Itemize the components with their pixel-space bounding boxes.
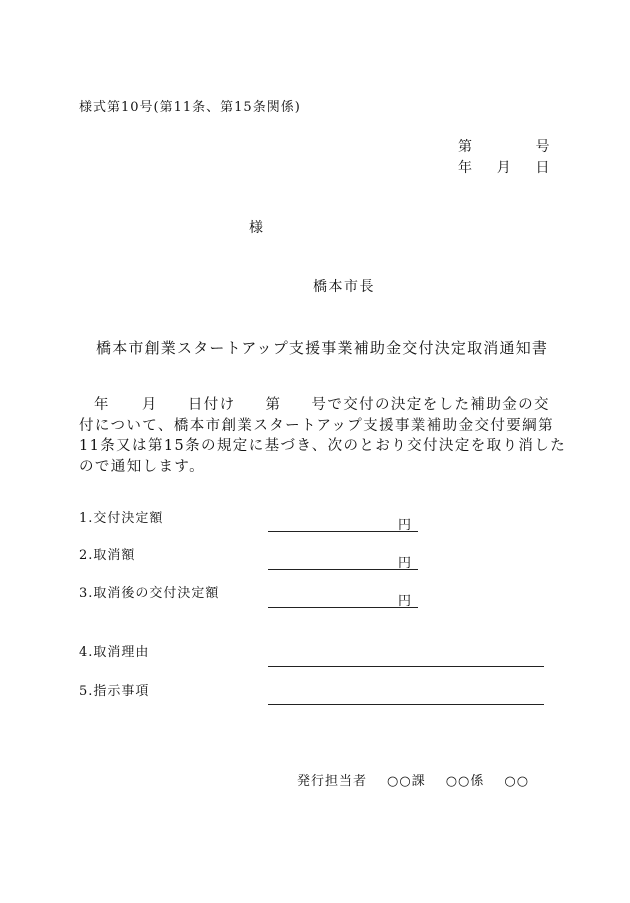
date-year: 年	[458, 160, 474, 176]
document-date	[458, 157, 551, 177]
body-line-4: ので通知します。	[79, 458, 206, 475]
body-line-1	[79, 395, 549, 416]
form-number: 様式第10号(第11条、第15条関係)	[79, 100, 301, 115]
item-cancel-reason-label: 4.取消理由	[79, 645, 150, 660]
body-year: 年	[94, 397, 110, 413]
document-title: 橋本市創業スタートアップ支援事業補助金交付決定取消通知書	[96, 339, 549, 357]
body-no: 第	[265, 397, 282, 413]
contact-person: ○○	[504, 774, 530, 789]
body-line-3: 11条又は第15条の規定に基づき、次のとおり交付決定を取り消した	[79, 438, 567, 454]
item-post-cancel-amount-unit: 円	[398, 594, 412, 609]
body-text	[79, 395, 567, 477]
contact-unit: ○○係	[445, 774, 485, 789]
item-instructions-label: 5.指示事項	[79, 684, 150, 699]
body-line-2: 付について、橋本市創業スタートアップ支援事業補助金交付要綱第	[79, 417, 554, 434]
body-month: 月	[141, 397, 158, 413]
document-number-suffix: 号	[535, 139, 551, 155]
document-number	[458, 136, 551, 156]
item-cancel-amount-label: 2.取消額	[79, 548, 136, 563]
date-day: 日	[535, 160, 551, 176]
item-post-cancel-amount-line	[268, 607, 418, 608]
item-cancel-reason-line	[268, 666, 544, 667]
item-grant-amount-label: 1.交付決定額	[79, 511, 164, 526]
issuer-contact	[297, 770, 529, 789]
contact-section: ○○課	[387, 774, 426, 789]
date-month: 月	[496, 160, 513, 176]
item-cancel-amount-unit: 円	[398, 556, 412, 571]
body-line-1-rest: 号で交付の決定をした補助金の交	[311, 397, 550, 413]
item-instructions-line	[268, 704, 544, 705]
body-day: 日付け	[187, 397, 236, 413]
recipient-suffix: 様	[249, 220, 265, 236]
contact-label: 発行担当者	[297, 774, 368, 789]
item-cancel-amount-line	[268, 569, 418, 570]
item-grant-amount-unit: 円	[398, 518, 412, 533]
document-number-prefix: 第	[458, 139, 474, 155]
item-post-cancel-amount-label: 3.取消後の交付決定額	[79, 586, 220, 601]
item-grant-amount-line	[268, 531, 418, 532]
issuer-name: 橋本市長	[313, 279, 375, 295]
